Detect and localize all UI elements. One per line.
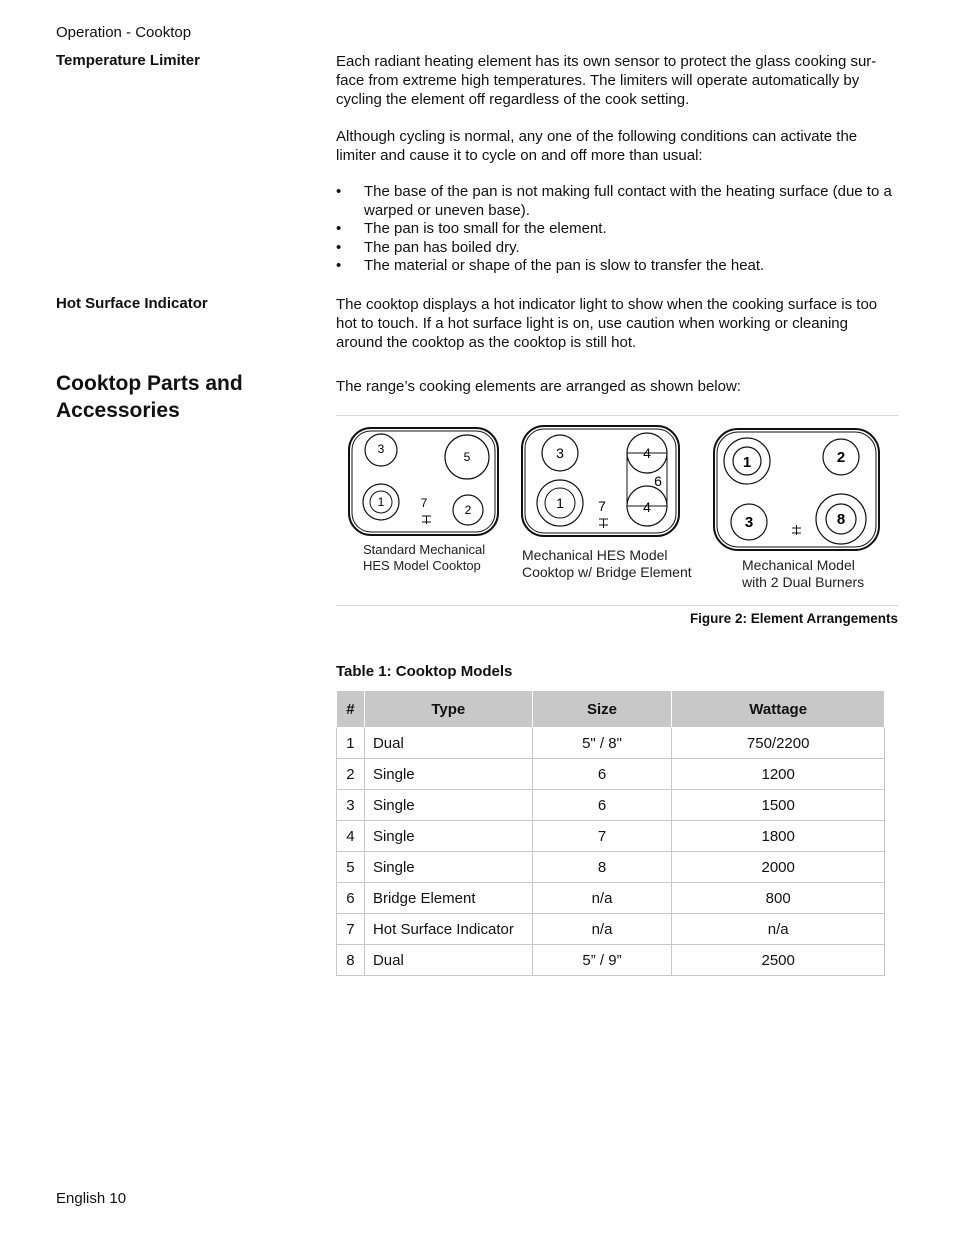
cell-size: 7 [532,821,672,852]
cell-wattage: 800 [672,883,885,914]
element-label: 6 [654,473,662,489]
text-line: face from extreme high temperatures. The limiters will operate automatically by [336,72,860,89]
dual-burner-cooktop-diagram [714,429,879,550]
list-item: • The base of the pan is not making full contact with the heating surface (due to a warped or uneven base). [336,183,901,220]
cell-number: 3 [337,790,365,821]
element-label: 2 [836,449,846,466]
cell-number: 4 [337,821,365,852]
table-row [337,821,885,852]
hot-surface-heading: Hot Surface Indicator [56,295,208,312]
hot-surface-paragraph [336,295,901,352]
cell-type: Bridge Element [364,883,532,914]
element-label: 7 [420,496,428,510]
caption-line: Standard Mechanical [363,542,486,557]
cell-type: Single [364,821,532,852]
text-line: Each radiant heating element has its own sensor to protect the glass cooking sur- [336,53,877,70]
standard-cooktop-diagram [349,428,498,535]
table-row [337,945,885,976]
cell-size: n/a [532,883,672,914]
element-label: 3 [556,445,564,461]
text-line: cycling the element off regardless of the cook setting. [336,91,690,108]
table-header-row [337,691,885,728]
cell-wattage: 2000 [672,852,885,883]
limiter-conditions-list [336,183,901,276]
temperature-limiter-paragraph-1 [336,52,901,109]
list-item: • The material or shape of the pan is slow to transfer the heat. [336,257,901,276]
text-line: around the cooktop as the cooktop is still hot. [336,334,637,351]
cell-type: Hot Surface Indicator [364,914,532,945]
element-label: 7 [598,498,606,514]
element-label: 5 [463,450,471,464]
cell-size: 6 [532,790,672,821]
caption-line: HES Model Cooktop [363,558,481,573]
section-title-line: Cooktop Parts and [56,372,243,395]
hot-surface-indicator-icon [792,525,801,535]
cell-size: 5" / 8" [532,728,672,759]
list-item: • The pan is too small for the element. [336,220,901,239]
cell-number: 8 [337,945,365,976]
table-caption: Table 1: Cooktop Models [336,663,513,680]
caption-line: Mechanical Model [742,557,855,573]
cell-type: Dual [364,945,532,976]
element-label: 2 [464,503,472,517]
table-row [337,914,885,945]
page-footer: English 10 [56,1190,127,1207]
cell-type: Single [364,852,532,883]
diagram-2-caption [522,547,692,581]
list-item: • The pan has boiled dry. [336,239,901,258]
bridge-cooktop-diagram [522,426,679,536]
table-row [337,759,885,790]
cell-wattage: 1200 [672,759,885,790]
column-header-size: Size [532,691,672,728]
cell-wattage: n/a [672,914,885,945]
cooktop-models-table [336,690,885,976]
cell-wattage: 1800 [672,821,885,852]
cell-size: 5” / 9” [532,945,672,976]
diagram-3-caption [742,557,864,591]
cell-size: n/a [532,914,672,945]
figure-bottom-rule [336,605,898,606]
element-label: 4 [643,445,651,461]
temperature-limiter-heading: Temperature Limiter [56,52,200,69]
caption-line: Mechanical HES Model [522,547,668,563]
section-title [56,370,316,424]
cell-wattage: 1500 [672,790,885,821]
element-label: 1 [742,454,752,471]
cell-type: Single [364,759,532,790]
section-title-line: Accessories [56,399,180,422]
cell-number: 2 [337,759,365,790]
text-line: limiter and cause it to cycle on and off more than usual: [336,147,703,164]
parts-intro: The range’s cooking elements are arranged as shown below: [336,378,741,395]
caption-line: with 2 Dual Burners [742,574,865,590]
table-row [337,728,885,759]
table-row [337,883,885,914]
cell-number: 7 [337,914,365,945]
cell-type: Dual [364,728,532,759]
column-header-wattage: Wattage [672,691,885,728]
text-line: Although cycling is normal, any one of the following conditions can activate the [336,128,858,145]
figure-top-rule [336,415,898,416]
cell-size: 8 [532,852,672,883]
column-header-type: Type [364,691,532,728]
caption-line: Cooktop w/ Bridge Element [522,564,692,580]
hot-surface-indicator-icon [599,519,608,528]
element-label: 8 [836,511,846,528]
figure-caption: Figure 2: Element Arrangements [689,611,898,626]
cell-number: 1 [337,728,365,759]
element-label: 3 [744,514,754,531]
cell-wattage: 2500 [672,945,885,976]
element-label: 3 [377,442,385,456]
cell-number: 5 [337,852,365,883]
text-line: The cooktop displays a hot indicator light to show when the cooking surface is too [336,296,878,313]
cell-type: Single [364,790,532,821]
temperature-limiter-paragraph-2 [336,127,901,165]
hot-surface-indicator-icon [422,516,431,524]
element-label: 1 [377,495,385,509]
table-row [337,852,885,883]
text-line: hot to touch. If a hot surface light is on, use caution when working or cleaning [336,315,848,332]
cell-wattage: 750/2200 [672,728,885,759]
diagram-1-caption [363,542,485,574]
page-header: Operation - Cooktop [56,24,192,41]
column-header-number: # [337,691,365,728]
cell-number: 6 [337,883,365,914]
element-label: 4 [643,499,651,515]
cell-size: 6 [532,759,672,790]
element-label: 1 [556,495,564,511]
table-row [337,790,885,821]
